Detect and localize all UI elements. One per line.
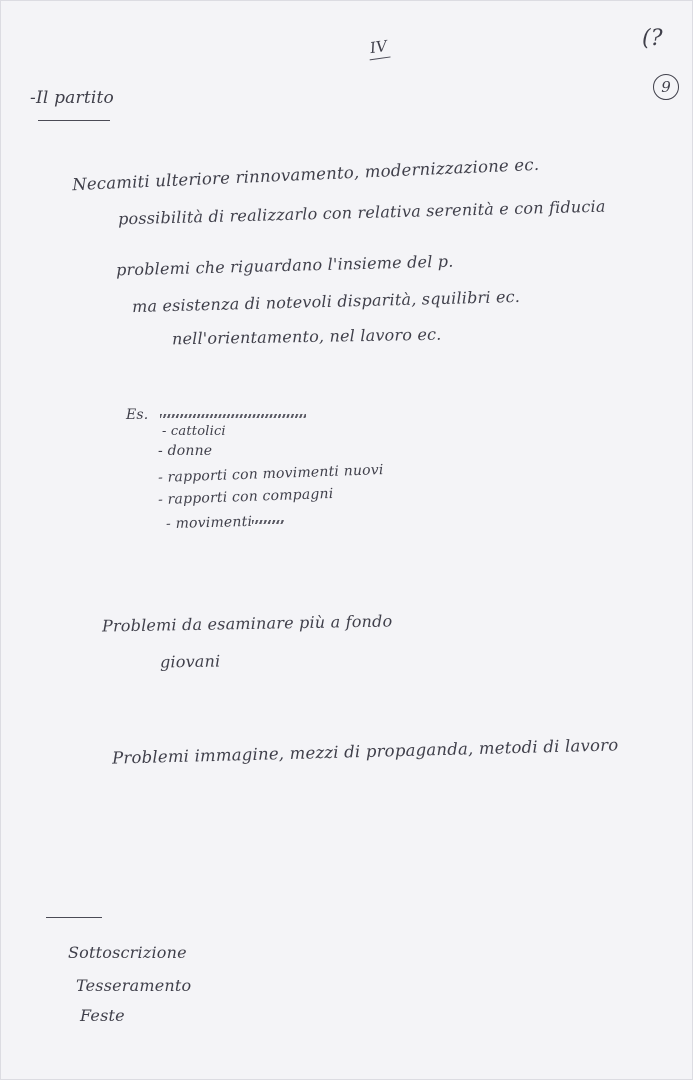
corner-mark: (? xyxy=(642,26,663,51)
paragraph-line: Problemi immagine, mezzi di propaganda, metodi di lavoro xyxy=(111,735,619,768)
struck-out-word xyxy=(252,520,284,524)
page-number: 9 xyxy=(653,74,679,100)
paragraph-line: Problemi da esaminare più a fondo xyxy=(101,611,393,636)
paragraph-line: Necamiti ulteriore rinnovamento, modernizzazione ec. xyxy=(71,154,540,195)
examples-label: Es. xyxy=(126,407,149,423)
section-title-underline xyxy=(38,120,110,121)
paragraph-line: ma esistenza di notevoli disparità, squilibri ec. xyxy=(131,286,521,317)
page-marker: IV xyxy=(368,36,389,58)
example-item: - rapporti con movimenti nuovi xyxy=(157,462,384,486)
footer-line: Sottoscrizione xyxy=(68,943,187,962)
footer-line: Feste xyxy=(80,1006,125,1025)
example-item: - cattolici xyxy=(162,424,226,439)
example-item: - donne xyxy=(158,443,213,459)
example-item: - movimenti xyxy=(165,513,253,533)
paragraph-line: problemi che riguardano l'insieme del p. xyxy=(115,251,454,280)
section-title: -Il partito xyxy=(30,88,114,108)
footer-line: Tesseramento xyxy=(76,976,192,995)
example-item: - rapporti con compagni xyxy=(157,485,334,509)
paragraph-line: possibilità di realizzarlo con relativa serenità e con fiducia xyxy=(117,196,606,229)
paragraph-line: nell'orientamento, nel lavoro ec. xyxy=(171,324,442,349)
paragraph-line: giovani xyxy=(159,651,221,672)
struck-out-word xyxy=(160,414,306,418)
footer-divider xyxy=(46,917,102,918)
